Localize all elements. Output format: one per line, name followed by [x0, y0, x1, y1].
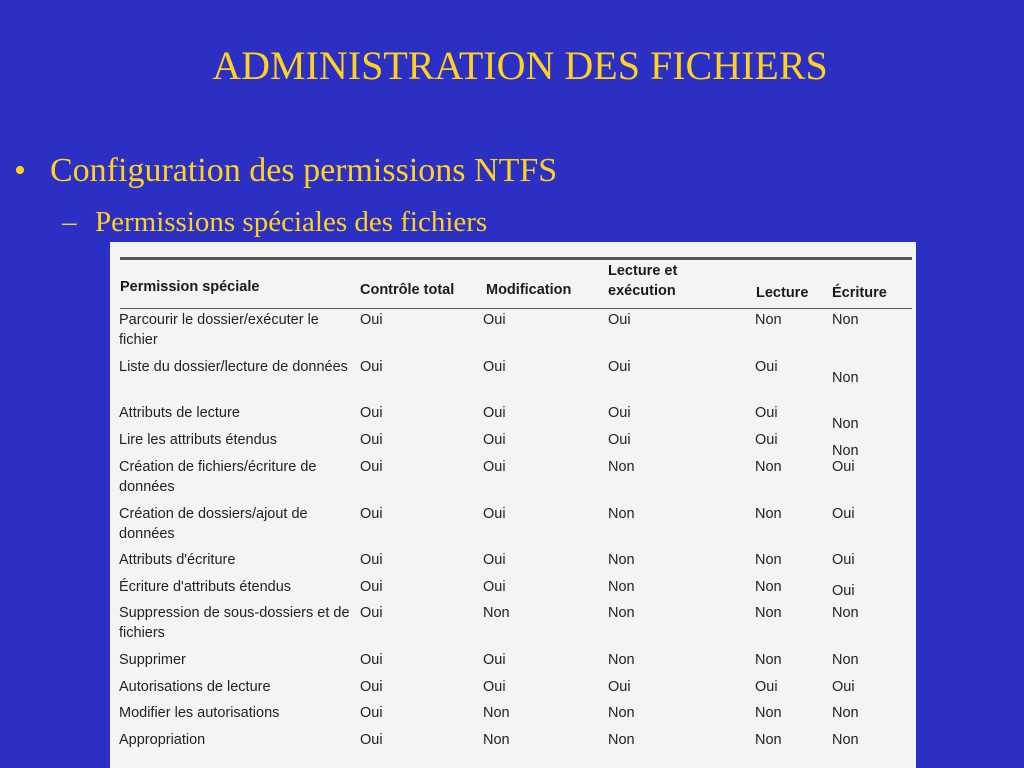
ecriture-cell: Oui [832, 679, 855, 695]
lecture-execution-cell: Non [608, 652, 635, 668]
lecture-execution-cell: Oui [608, 312, 631, 328]
ecriture-cell: Non [832, 416, 859, 432]
permission-name-cell: Attributs d'écriture [119, 552, 236, 568]
permission-name-cell: Liste du dossier/lecture de données [119, 359, 348, 375]
lecture-cell: Non [755, 652, 782, 668]
table-top-rule [120, 257, 912, 260]
lecture-cell: Non [755, 459, 782, 475]
permission-name-cell: Appropriation [119, 732, 206, 748]
modification-cell: Oui [483, 579, 506, 595]
modification-cell: Oui [483, 405, 506, 421]
header-lecture: Lecture [756, 285, 809, 301]
controle-total-cell: Oui [360, 459, 383, 475]
lecture-cell: Non [755, 552, 782, 568]
modification-cell: Oui [483, 432, 506, 448]
controle-total-cell: Oui [360, 652, 383, 668]
lecture-cell: Non [755, 579, 782, 595]
ecriture-cell: Non [832, 443, 859, 459]
header-modification: Modification [486, 282, 572, 298]
controle-total-cell: Oui [360, 312, 383, 328]
modification-cell: Non [483, 705, 510, 721]
lecture-execution-cell: Non [608, 459, 635, 475]
controle-total-cell: Oui [360, 552, 383, 568]
bullet-item [14, 152, 557, 190]
ecriture-cell: Non [832, 370, 859, 386]
ecriture-cell: Non [832, 312, 859, 328]
bullet-dot-icon: • [14, 152, 26, 189]
ecriture-cell: Oui [832, 459, 855, 475]
bullet-text: Configuration des permissions NTFS [50, 152, 558, 189]
ecriture-cell: Non [832, 605, 859, 621]
lecture-execution-cell: Non [608, 506, 635, 522]
controle-total-cell: Oui [360, 605, 383, 621]
controle-total-cell: Oui [360, 359, 383, 375]
lecture-cell: Oui [755, 405, 778, 421]
permission-name-cell: Attributs de lecture [119, 405, 240, 421]
modification-cell: Oui [483, 506, 506, 522]
ecriture-cell: Non [832, 652, 859, 668]
permission-name-cell: Modifier les autorisations [119, 705, 280, 721]
modification-cell: Oui [483, 552, 506, 568]
controle-total-cell: Oui [360, 506, 383, 522]
modification-cell: Oui [483, 679, 506, 695]
slide-title: ADMINISTRATION DES FICHIERS [212, 43, 828, 88]
controle-total-cell: Oui [360, 405, 383, 421]
permission-name-cell: Lire les attributs étendus [119, 432, 277, 448]
permission-name-cell: Création de dossiers/ajout de données [119, 506, 308, 542]
ecriture-cell: Oui [832, 583, 855, 599]
lecture-execution-cell: Non [608, 605, 635, 621]
lecture-cell: Non [755, 705, 782, 721]
lecture-execution-cell: Oui [608, 405, 631, 421]
modification-cell: Oui [483, 359, 506, 375]
dash-icon: – [62, 206, 77, 238]
lecture-execution-cell: Non [608, 579, 635, 595]
header-ecriture: Écriture [832, 285, 887, 301]
lecture-cell: Oui [755, 432, 778, 448]
lecture-cell: Non [755, 312, 782, 328]
controle-total-cell: Oui [360, 732, 383, 748]
ecriture-cell: Oui [832, 506, 855, 522]
permissions-table-scan [110, 242, 916, 768]
permission-name-cell: Création de fichiers/écriture de données [119, 459, 317, 495]
ecriture-cell: Non [832, 705, 859, 721]
permission-name-cell: Supprimer [119, 652, 186, 668]
header-lecture-execution: Lecture et exécution [608, 263, 678, 299]
table-header-rule [120, 308, 912, 309]
lecture-execution-cell: Oui [608, 359, 631, 375]
sub-bullet-item [62, 206, 487, 239]
modification-cell: Oui [483, 312, 506, 328]
lecture-cell: Non [755, 605, 782, 621]
lecture-cell: Non [755, 732, 782, 748]
lecture-execution-cell: Oui [608, 679, 631, 695]
ecriture-cell: Oui [832, 552, 855, 568]
lecture-execution-cell: Non [608, 732, 635, 748]
lecture-cell: Oui [755, 359, 778, 375]
controle-total-cell: Oui [360, 679, 383, 695]
permission-name-cell: Autorisations de lecture [119, 679, 271, 695]
modification-cell: Non [483, 732, 510, 748]
sub-bullet-text: Permissions spéciales des fichiers [95, 206, 488, 238]
lecture-execution-cell: Oui [608, 432, 631, 448]
header-controle-total: Contrôle total [360, 282, 455, 298]
modification-cell: Non [483, 605, 510, 621]
permission-name-cell: Suppression de sous-dossiers et de fichiers [119, 605, 350, 641]
header-permission: Permission spéciale [120, 279, 260, 295]
modification-cell: Oui [483, 459, 506, 475]
permission-name-cell: Parcourir le dossier/exécuter le fichier [119, 312, 319, 348]
lecture-cell: Non [755, 506, 782, 522]
controle-total-cell: Oui [360, 579, 383, 595]
modification-cell: Oui [483, 652, 506, 668]
lecture-execution-cell: Non [608, 705, 635, 721]
ecriture-cell: Non [832, 732, 859, 748]
lecture-execution-cell: Non [608, 552, 635, 568]
permission-name-cell: Écriture d'attributs étendus [119, 579, 292, 595]
controle-total-cell: Oui [360, 705, 383, 721]
controle-total-cell: Oui [360, 432, 383, 448]
lecture-cell: Oui [755, 679, 778, 695]
